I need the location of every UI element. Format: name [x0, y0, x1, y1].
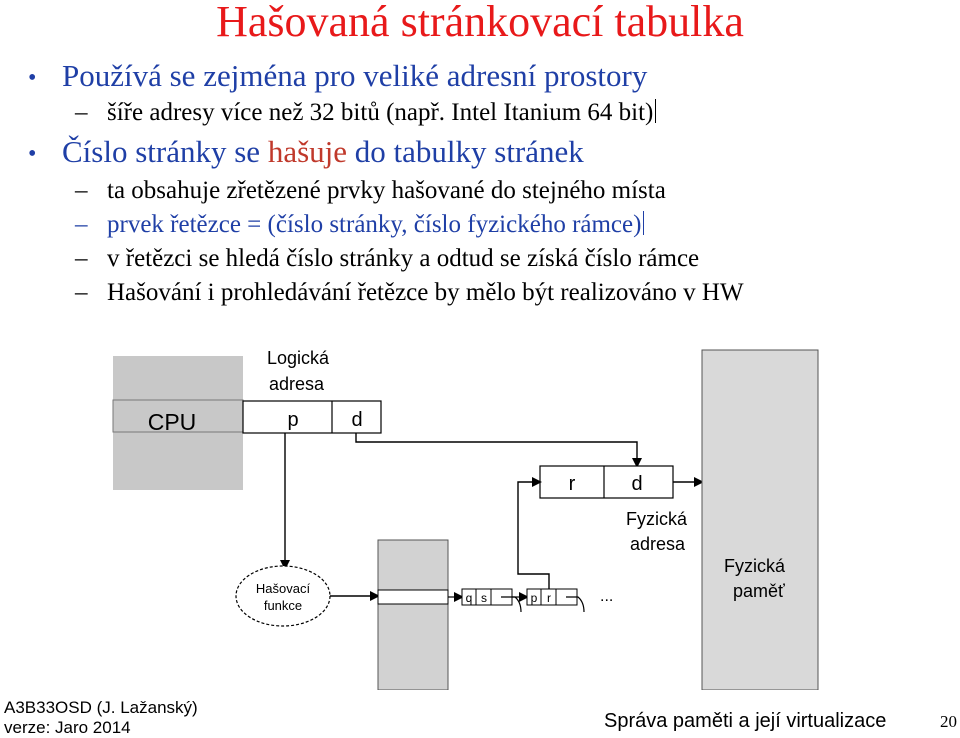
footer-course: A3B33OSD (J. Lažanský)	[4, 698, 198, 717]
sub-bullet-text: Hašování i prohledávání řetězce by mělo být realizováno v HW	[107, 279, 744, 306]
sub-bullet-marker: –	[75, 211, 88, 238]
footer-course-info	[4, 698, 198, 738]
logical-offset-field: d	[351, 409, 363, 431]
physical-memory-label: Fyzická	[724, 556, 786, 576]
hash-function-label: funkce	[263, 598, 303, 613]
physical-frame-field: r	[568, 473, 576, 495]
logical-address-label: adresa	[269, 374, 325, 394]
chain-element-1-frame: s	[481, 591, 487, 605]
physical-offset-field: d	[631, 473, 643, 495]
sub-bullet-marker: –	[75, 279, 88, 306]
chain-continuation: ...	[600, 588, 614, 605]
logical-page-field: p	[287, 409, 299, 431]
text-cursor	[655, 99, 656, 123]
bullet-text: Používá se zejména pro veliké adresní prostory	[62, 58, 648, 93]
sub-bullet-text	[107, 210, 644, 240]
hash-function	[236, 566, 330, 626]
hash-table	[378, 540, 448, 690]
bullet-text-before: Číslo stránky se	[62, 134, 268, 169]
bullet-marker: •	[28, 141, 37, 167]
sub-bullet-text: ta obsahuje zřetězené prvky hašované do stejného místa	[107, 177, 666, 204]
hashed-page-table-diagram	[0, 340, 960, 690]
sub-bullet-text-content: prvek řetězce = (číslo stránky, číslo fyzického rámce)	[107, 211, 642, 238]
physical-memory	[702, 350, 818, 690]
chain-element-1-page: q	[465, 591, 473, 605]
bullet-marker: •	[28, 65, 37, 91]
sub-bullet-text: v řetězci se hledá číslo stránky a odtud se získá číslo rámce	[107, 245, 700, 272]
slide-title: Hašovaná stránkovací tabulka	[216, 0, 744, 46]
bullet-text-after: do tabulky stránek	[347, 134, 584, 169]
chain-element-2-page: p	[530, 591, 538, 605]
cpu-label: CPU	[147, 409, 197, 435]
highlighted-term: hašuje	[267, 134, 348, 169]
physical-address-box	[540, 466, 673, 498]
physical-memory-label: paměť	[733, 581, 785, 601]
hash-table-entry	[378, 590, 448, 604]
footer-version: verze: Jaro 2014	[4, 718, 131, 737]
offset-arrow	[356, 433, 637, 466]
sub-bullet-text	[107, 98, 656, 128]
page-number: 20	[940, 712, 957, 731]
physical-address-label: Fyzická	[626, 509, 688, 529]
physical-address-label: adresa	[630, 534, 686, 554]
logical-address-label: Logická	[267, 348, 330, 368]
hash-function-label: Hašovací	[255, 581, 311, 596]
sub-bullet-marker: –	[75, 99, 88, 126]
text-cursor	[643, 211, 644, 235]
sub-bullet-marker: –	[75, 245, 88, 272]
sub-bullet-text-content: šíře adresy více než 32 bitů (např. Intel Itanium 64 bit)	[107, 99, 654, 126]
chain-element-2-frame: r	[547, 591, 551, 605]
footer-topic: Správa paměti a její virtualizace	[604, 710, 887, 732]
sub-bullet-marker: –	[75, 177, 88, 204]
bullet-text	[62, 134, 584, 170]
